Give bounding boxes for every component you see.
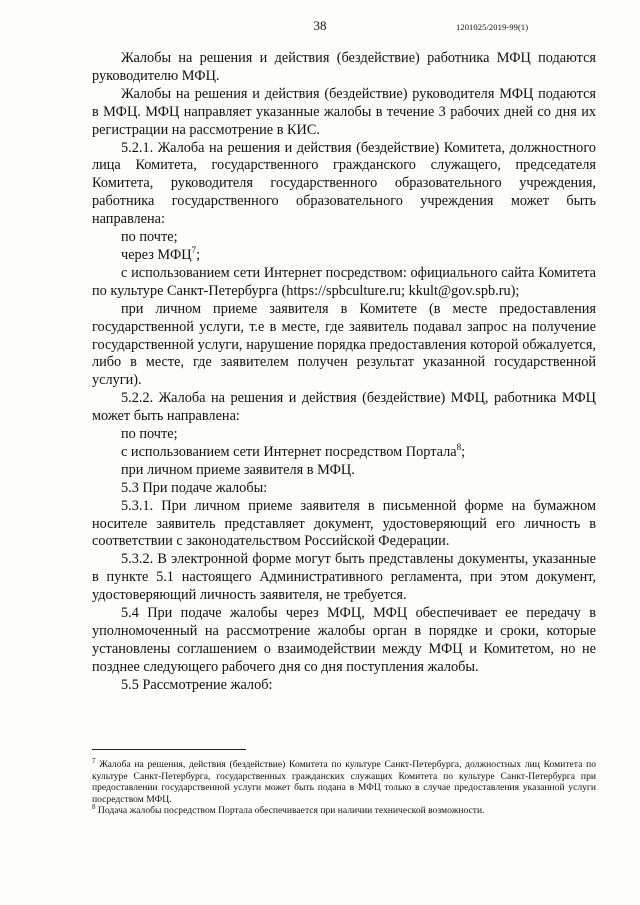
list-item-internet-site: с использованием сети Интернет посредством: официального сайта Комитета по культуре Санкт-Петербурга (https://spbculture.ru; kkult@gov.spb.ru); — [92, 264, 596, 299]
footnote-text-7: Жалоба на решения, действия (бездействие) Комитета по культуре Санкт-Петербурга, должностных лиц Комитета по культуре Санкт-Петербурга, государственных гражданских служащих Комитета по культуре Санкт-Петербурга при предоставлении государственной услуги может быть подана в МФЦ только в случае предоставления указанной услуги посредством МФЦ. — [92, 759, 596, 805]
footnote-number-8: 8 — [92, 803, 96, 812]
footnote-7 — [92, 756, 596, 805]
footnote-ref-7: 7 — [191, 245, 197, 256]
list-item-personal-committee: при личном приеме заявителя в Комитете (в месте предоставления государственной услуги, т.е в месте, где заявитель подавал запрос на получение государственной услуги, нарушение порядка предоставления которой обжалуется, либо в месте, где заявителем получен результат указанной государственной услуги). — [92, 300, 596, 389]
footnote-8 — [92, 805, 596, 817]
list-item-punct: ; — [461, 443, 466, 460]
body-text — [92, 50, 596, 695]
footnote-separator — [92, 749, 246, 750]
paragraph-5-2-1: 5.2.1. Жалоба на решения и действия (бездействие) Комитета, должностного лица Комитета, государственного гражданского служащего, председателя Комитета, руководителя государственного образовательного учреждения, работника государственного образовательного учреждения может быть направлена: — [92, 139, 596, 228]
document-code: 1201025/2019-99(1) — [456, 22, 529, 32]
paragraph-5-4: 5.4 При подаче жалобы через МФЦ, МФЦ обеспечивает ее передачу в уполномоченный на рассмотрение жалобы орган в порядке и сроки, которые установлены соглашением о взаимодействии между МФЦ и Комитетом, но не позднее следующего рабочего дня со дня поступления жалобы. — [92, 605, 596, 675]
list-item-text: с использованием сети Интернет посредством Портала — [121, 443, 457, 460]
paragraph-5-2-2: 5.2.2. Жалоба на решения и действия (бездействие) МФЦ, работника МФЦ может быть направлена: — [92, 390, 596, 425]
list-item-by-mail-2: по почте; — [121, 426, 178, 443]
list-item-portal — [92, 444, 596, 462]
list-item-via-mfc — [92, 247, 596, 265]
footnote-number-7: 7 — [92, 756, 96, 765]
page-number: 38 — [313, 18, 327, 33]
paragraph-mfc-worker-complaints: Жалобы на решения и действия (бездействие) работника МФЦ подаются руководителю МФЦ. — [92, 50, 596, 84]
paragraph-5-5: 5.5 Рассмотрение жалоб: — [121, 676, 273, 693]
list-item-punct: ; — [196, 246, 201, 263]
footnote-ref-8: 8 — [456, 442, 462, 453]
paragraph-5-3-2: 5.3.2. В электронной форме могут быть представлены документы, указанные в пункте 5.1 настоящего Административного регламента, при этом документ, удостоверяющий личность заявителя, не требуется. — [92, 551, 596, 604]
list-item-personal-mfc: при личном приеме заявителя в МФЦ. — [121, 461, 355, 478]
footnote-text-8: Подача жалобы посредством Портала обеспечивается при наличии технической возможности. — [97, 805, 485, 817]
list-item-text: через МФЦ — [121, 246, 192, 263]
footnotes — [92, 756, 596, 817]
paragraph-mfc-head-complaints: Жалобы на решения и действия (бездействие) руководителя МФЦ подаются в МФЦ. МФЦ направляет указанные жалобы в течение 3 рабочих дней со дня их регистрации на рассмотрение в КИС. — [92, 85, 596, 138]
paragraph-5-3: 5.3 При подаче жалобы: — [121, 479, 268, 496]
list-item-by-mail: по почте; — [121, 229, 178, 246]
paragraph-5-3-1: 5.3.1. При личном приеме заявителя в письменной форме на бумажном носителе заявитель представляет документ, удостоверяющий его личность в соответствии с законодательством Российской Федерации. — [92, 497, 596, 550]
